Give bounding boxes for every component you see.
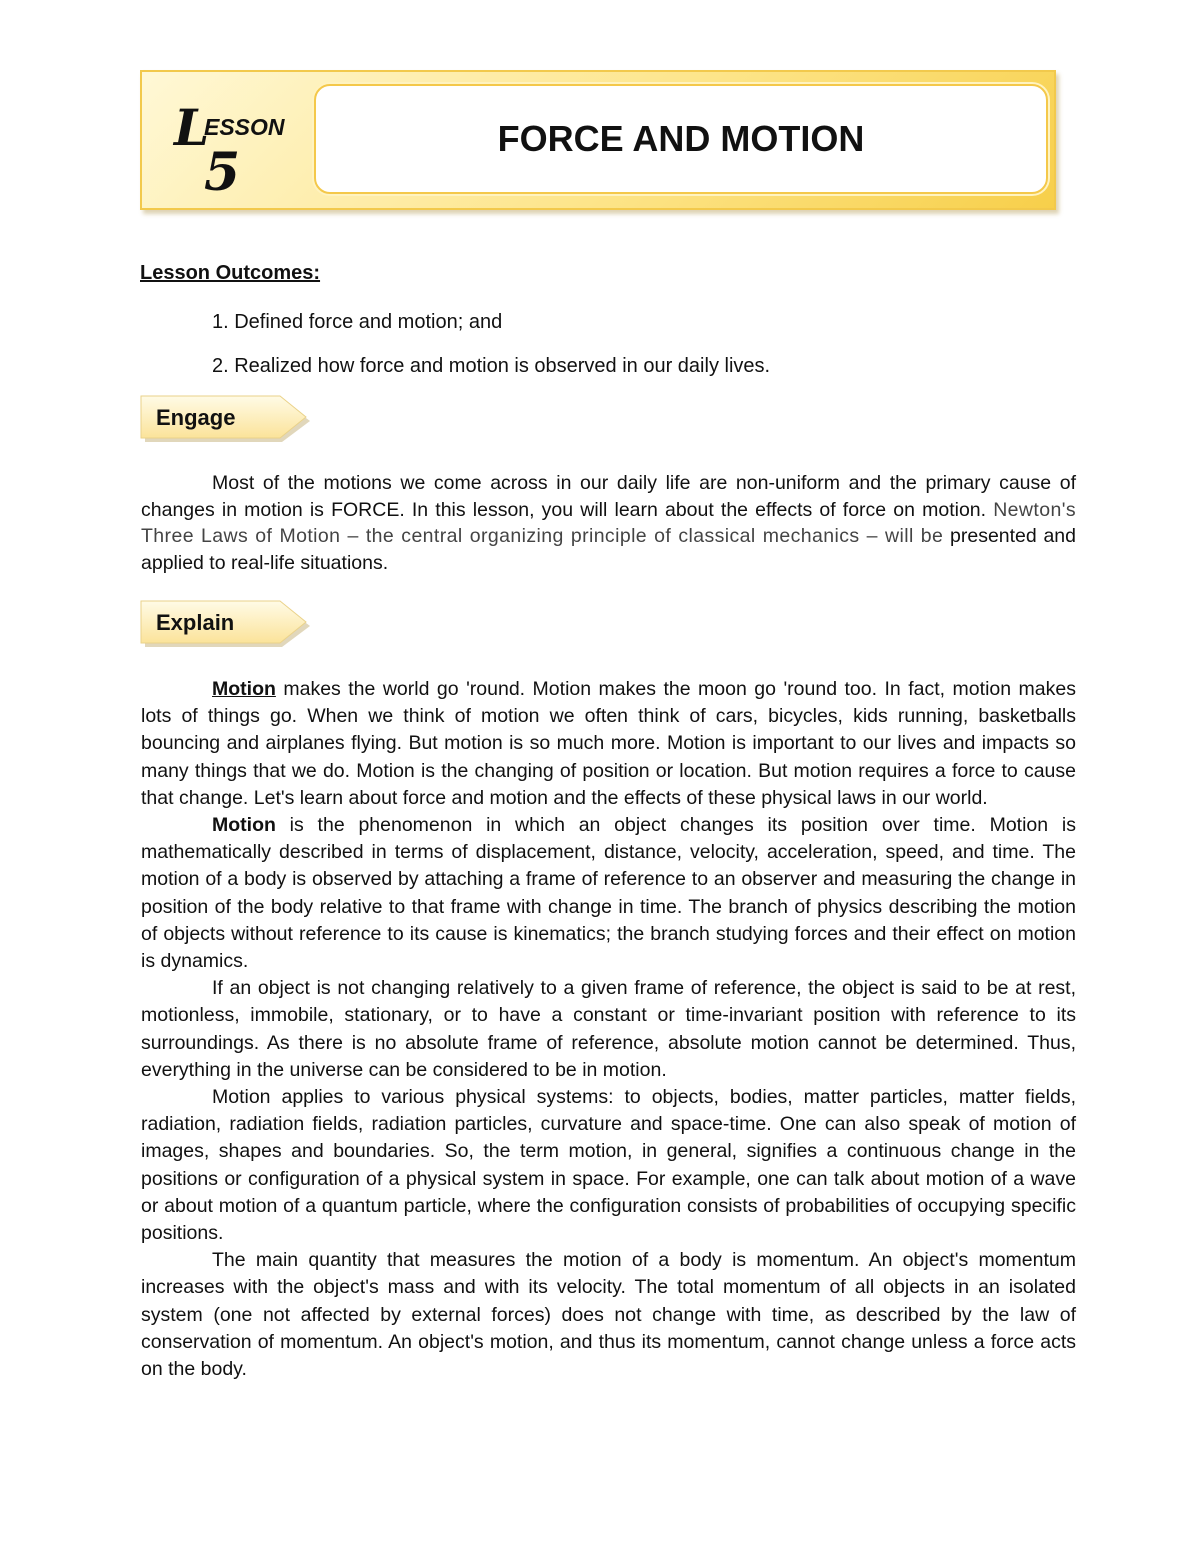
engage-label: Engage xyxy=(156,405,236,430)
outcome-item: 1. Defined force and motion; and xyxy=(212,311,503,333)
newton-text: Newton's Three Laws of Motion – the central organizing principle of classical mechanics – will be xyxy=(141,498,1076,547)
explain-tag xyxy=(140,598,312,648)
paragraph-text: makes the world go 'round. Motion makes the moon go 'round too. In fact, motion makes lots of things go. When we think of motion we often think of cars, bicycles, kids running, basketballs bouncing and airplanes flying. But motion is so much more. Motion is important to our lives and impacts so many things that we do. Motion is the changing of position or location. But motion requires a force to cause that change. Let's learn about force and motion and the effects of these physical laws in our world. xyxy=(141,678,1076,809)
motion-term: Motion xyxy=(212,814,276,837)
title-box xyxy=(314,84,1048,194)
explain-body xyxy=(141,676,1076,1383)
explain-paragraph: If an object is not changing relatively to a given frame of reference, the object is said to be at rest, motionless, immobile, stationary, or to have a constant or time-invariant position with reference to its surroundings. As there is no absolute frame of reference, absolute motion cannot be determined. Thus, everything in the universe can be considered to be in motion. xyxy=(141,977,1076,1081)
engage-paragraph xyxy=(141,470,1076,576)
engage-tag xyxy=(140,393,312,443)
page-title: FORCE AND MOTION xyxy=(497,118,865,159)
outcome-item: 2. Realized how force and motion is observed in our daily lives. xyxy=(212,355,771,377)
explain-paragraph xyxy=(141,812,1076,975)
paragraph-text: is the phenomenon in which an object changes its position over time. Motion is mathematically described in terms of displacement, distance, velocity, acceleration, speed, and time. The motion of a body is observed by attaching a frame of reference to an observer and measuring the change in position of the body relative to that frame with change in time. The branch of physics describing the motion of objects without reference to its cause is kinematics; the branch studying forces and their effect on motion is dynamics. xyxy=(141,814,1076,973)
lesson-word: ESSON xyxy=(204,114,285,140)
explain-paragraph: The main quantity that measures the motion of a body is momentum. An object's momentum increases with the object's mass and with its velocity. The total momentum of all objects in an isolated system (one not affected by external forces) does not change with time, as described by the law of conservation of momentum. An object's motion, and thus its momentum, cannot change unless a force acts on the body. xyxy=(141,1249,1076,1381)
outcomes-heading: Lesson Outcomes: xyxy=(140,262,321,284)
lesson-badge xyxy=(174,96,314,206)
explain-paragraph: Motion applies to various physical systems: to objects, bodies, matter particles, matter fields, radiation, radiation fields, radiation particles, curvature and space-time. One can also speak of motion of images, shapes and boundaries. So, the term motion, in general, signifies a continuous change in the positions or configuration of a physical system in space. For example, one can talk about motion of a wave or about motion of a quantum particle, where the configuration consists of probabilities of occupying specific positions. xyxy=(141,1086,1076,1245)
engage-text: Most of the motions we come across in our daily life are non-uniform and the primary cause of changes in motion is FORCE. In this lesson, you will learn about the effects of force on motion. xyxy=(141,472,1076,521)
motion-term: Motion xyxy=(212,678,276,700)
lesson-letter: L xyxy=(174,98,210,157)
engage-text-end: presented and applied to real-life situations. xyxy=(141,525,1076,574)
explain-paragraph xyxy=(141,676,1076,812)
lesson-number: 5 xyxy=(204,142,241,203)
explain-label: Explain xyxy=(156,610,235,635)
